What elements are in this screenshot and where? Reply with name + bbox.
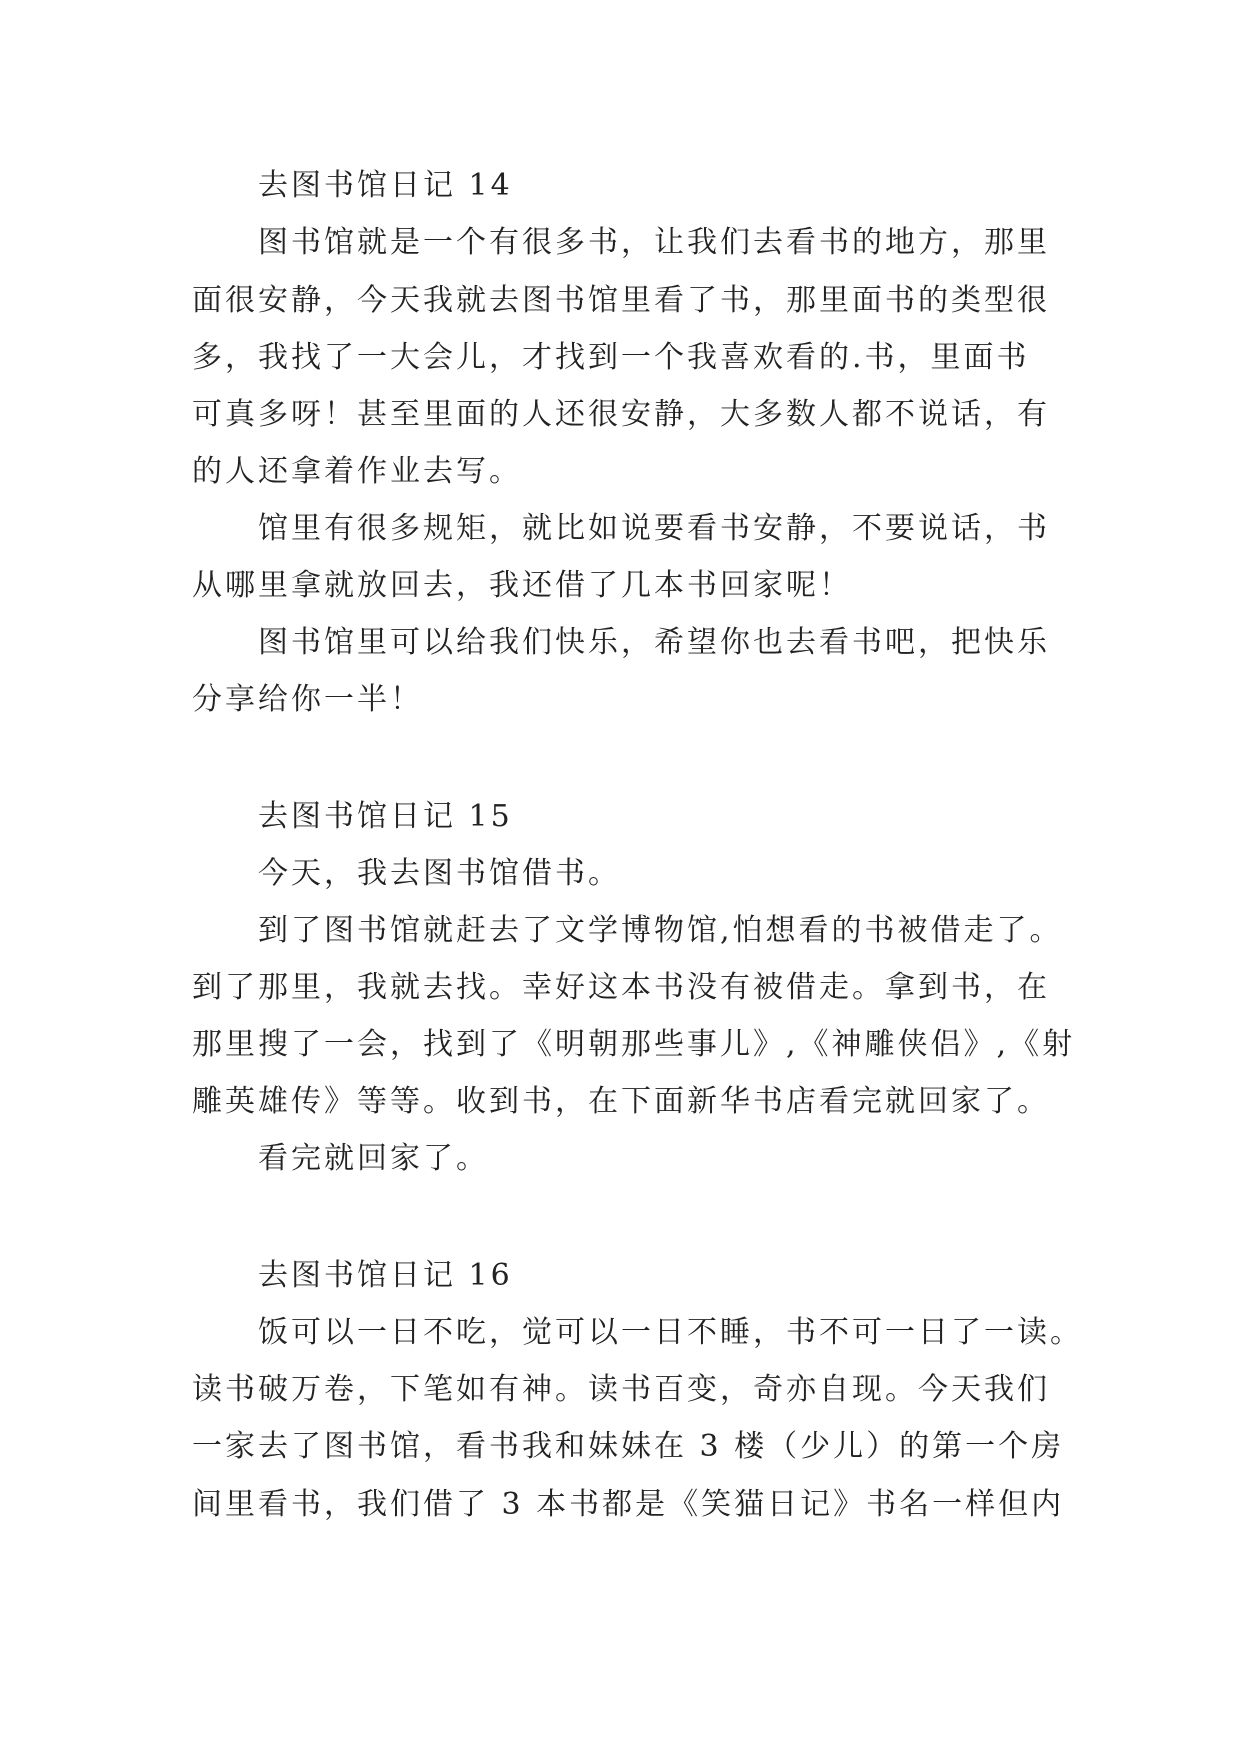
paragraph-line: 今天，我去图书馆借书。	[258, 856, 621, 891]
paragraph-line: 到了图书馆就赶去了文学博物馆,怕想看的书被借走了。	[258, 913, 1063, 948]
paragraph-line: 读书破万卷，下笔如有神。读书百变，奇亦自现。今天我们	[192, 1372, 1050, 1407]
section-title: 去图书馆日记 15	[258, 799, 513, 834]
paragraph-line: 一家去了图书馆，看书我和妹妹在 3 楼（少儿）的第一个房	[192, 1429, 1065, 1464]
paragraph-line: 分享给你一半！	[192, 682, 423, 717]
paragraph-line: 面很安静，今天我就去图书馆里看了书，那里面书的类型很	[192, 283, 1050, 318]
paragraph-line: 看完就回家了。	[258, 1141, 489, 1176]
paragraph-line: 从哪里拿就放回去，我还借了几本书回家呢！	[192, 568, 852, 603]
paragraph-line: 饭可以一日不吃，觉可以一日不睡，书不可一日了一读。	[258, 1315, 1083, 1350]
paragraph-line: 雕英雄传》等等。收到书，在下面新华书店看完就回家了。	[192, 1084, 1050, 1119]
paragraph-line: 间里看书，我们借了 3 本书都是《笑猫日记》书名一样但内	[192, 1487, 1065, 1522]
paragraph-line: 到了那里，我就去找。幸好这本书没有被借走。拿到书，在	[192, 970, 1050, 1005]
paragraph-line: 图书馆就是一个有很多书，让我们去看书的地方，那里	[258, 225, 1050, 260]
paragraph-line: 可真多呀！甚至里面的人还很安静，大多数人都不说话，有	[192, 397, 1050, 432]
section-title: 去图书馆日记 16	[258, 1258, 513, 1293]
paragraph-line: 多，我找了一大会儿，才找到一个我喜欢看的.书，里面书	[192, 340, 1030, 375]
paragraph-line: 馆里有很多规矩，就比如说要看书安静，不要说话，书	[258, 511, 1050, 546]
paragraph-line: 图书馆里可以给我们快乐，希望你也去看书吧，把快乐	[258, 625, 1050, 660]
section-title: 去图书馆日记 14	[258, 168, 513, 203]
paragraph-line: 那里搜了一会，找到了《明朝那些事儿》,《神雕侠侣》,《射	[192, 1027, 1076, 1062]
paragraph-line: 的人还拿着作业去写。	[192, 454, 522, 489]
